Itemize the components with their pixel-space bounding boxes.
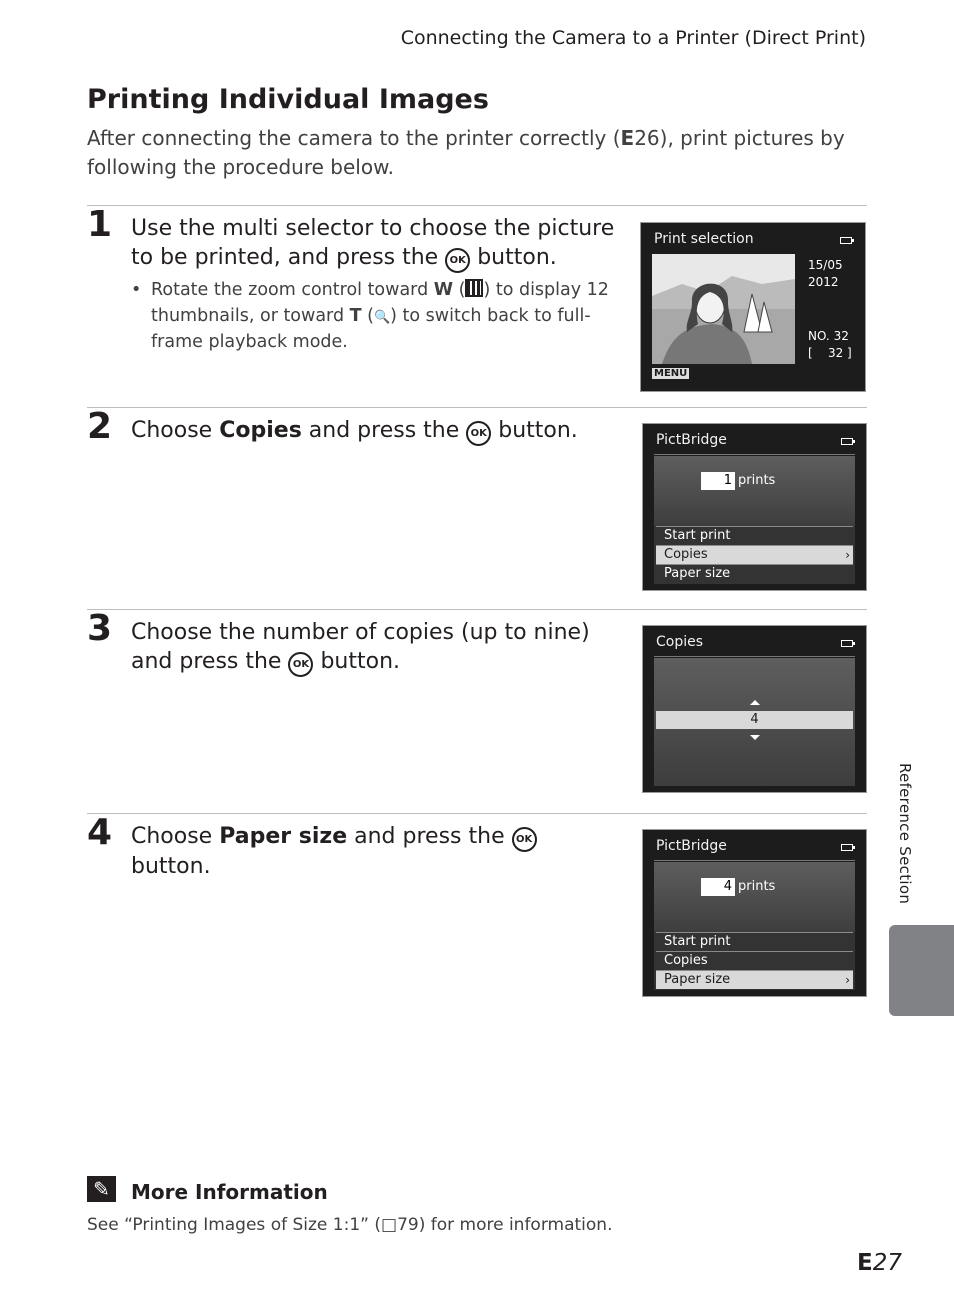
divider <box>87 407 867 408</box>
ok-button-icon: OK <box>445 248 470 273</box>
arrow-down-icon <box>750 735 760 740</box>
note-text <box>87 1215 612 1235</box>
step-text-part: Use the multi selector to choose the picture to be printed, and press the <box>131 216 615 270</box>
step-text <box>131 416 616 446</box>
image-number: NO. 32 <box>808 329 849 343</box>
print-count: [ 32 ] <box>808 346 852 360</box>
screen-title: Print selection <box>654 231 754 247</box>
copies-value: 4 <box>656 711 853 729</box>
screen-title: PictBridge <box>656 432 727 448</box>
note-text-part: See “Printing Images of Size 1:1” ( <box>87 1215 381 1235</box>
copies-screen <box>642 625 867 793</box>
copies-term: Copies <box>219 418 302 443</box>
page-title: Printing Individual Images <box>87 84 489 115</box>
book-icon: □ <box>381 1215 398 1235</box>
step-text-part: Choose <box>131 824 220 849</box>
bullet-text <box>131 278 611 356</box>
menu-item-paper-size: Paper size › <box>656 970 853 989</box>
section-tab <box>889 925 954 1016</box>
menu-item-copies: Copies › <box>656 545 853 564</box>
step-text-part: and press the <box>301 418 467 443</box>
divider <box>87 609 867 610</box>
zoom-w-label: W <box>433 280 454 300</box>
prints-label: prints <box>738 473 776 488</box>
paper-size-term: Paper size <box>219 824 348 849</box>
arrow-up-icon <box>750 700 760 705</box>
date-text: 15/05 <box>808 258 843 272</box>
intro-text: After connecting the camera to the printer correctly ( <box>87 126 621 150</box>
step-number: 4 <box>87 812 113 853</box>
battery-icon <box>841 640 853 647</box>
reference-icon: E <box>620 126 635 150</box>
screen-title: PictBridge <box>656 838 727 854</box>
step-text-part: button. <box>470 245 557 270</box>
running-header: Connecting the Camera to a Printer (Direct Print) <box>400 27 866 49</box>
menu-item-start-print: Start print <box>656 932 853 951</box>
bullet-part: ( <box>453 280 466 300</box>
thumbnail-icon <box>465 279 483 297</box>
menu-indicator <box>652 368 689 379</box>
menu-item-start-print: Start print <box>656 526 853 545</box>
step-text-part: Choose the number of copies (up to nine) and press the <box>131 620 590 674</box>
prints-label: prints <box>738 879 776 894</box>
bullet-part: Rotate the zoom control toward <box>151 280 434 300</box>
divider <box>87 205 867 206</box>
step-number: 3 <box>87 608 113 649</box>
battery-icon <box>840 237 852 244</box>
bullet-dot: • <box>131 280 142 300</box>
step-text <box>131 214 616 273</box>
intro-paragraph <box>87 124 847 182</box>
screen-divider <box>654 860 855 861</box>
ok-button-icon: OK <box>288 652 313 677</box>
menu-list <box>654 932 855 990</box>
bullet-part: ( <box>361 305 374 326</box>
step-text-part: button. <box>491 418 578 443</box>
pencil-icon: ✎ <box>87 1176 116 1202</box>
screen-title: Copies <box>656 634 704 650</box>
step-text <box>131 822 616 881</box>
prints-value: 1 <box>701 472 735 490</box>
year-text: 2012 <box>808 275 839 289</box>
page-section-icon: E <box>857 1250 873 1276</box>
bullet-part: ) to display 12 thumbnails, or toward <box>151 280 609 326</box>
step-text-part: Choose <box>131 418 220 443</box>
prints-panel <box>654 456 855 528</box>
photo-preview <box>652 254 795 364</box>
magnifier-icon: 🔍 <box>373 309 391 325</box>
divider <box>87 813 867 814</box>
page-number-value: 27 <box>872 1250 902 1276</box>
prints-value: 4 <box>701 878 735 896</box>
step-text-part: button. <box>131 854 211 879</box>
pictbridge-screen <box>642 423 867 591</box>
print-selection-screen <box>640 222 866 392</box>
pictbridge-screen-paper <box>642 829 867 997</box>
step-text <box>131 618 616 677</box>
zoom-t-label: T <box>349 305 362 326</box>
battery-icon <box>841 438 853 445</box>
intro-text-end: 26), print pictures by following the procedure below. <box>87 126 845 179</box>
prints-panel <box>654 862 855 934</box>
menu-item-copies: Copies <box>656 951 853 970</box>
step-number: 2 <box>87 406 113 447</box>
step-bullet <box>131 278 611 356</box>
note-title: More Information <box>131 1180 328 1204</box>
ok-button-icon: OK <box>466 421 491 446</box>
screen-divider <box>654 454 855 455</box>
step-text-part: button. <box>313 649 401 674</box>
copies-panel <box>654 658 855 786</box>
menu-list <box>654 526 855 584</box>
bullet-part: ) to switch back to full-frame playback mode. <box>151 305 591 352</box>
page-number <box>857 1250 902 1276</box>
step-text-part: and press the <box>347 824 512 849</box>
section-label: Reference Section <box>896 763 914 905</box>
menu-item-paper-size: Paper size <box>656 564 853 583</box>
battery-icon <box>841 844 853 851</box>
ok-button-icon: OK <box>512 827 537 852</box>
note-text-part: 79) for more information. <box>397 1215 613 1235</box>
screen-divider <box>654 656 855 657</box>
step-number: 1 <box>87 204 113 245</box>
menu-label: MENU <box>654 368 688 379</box>
